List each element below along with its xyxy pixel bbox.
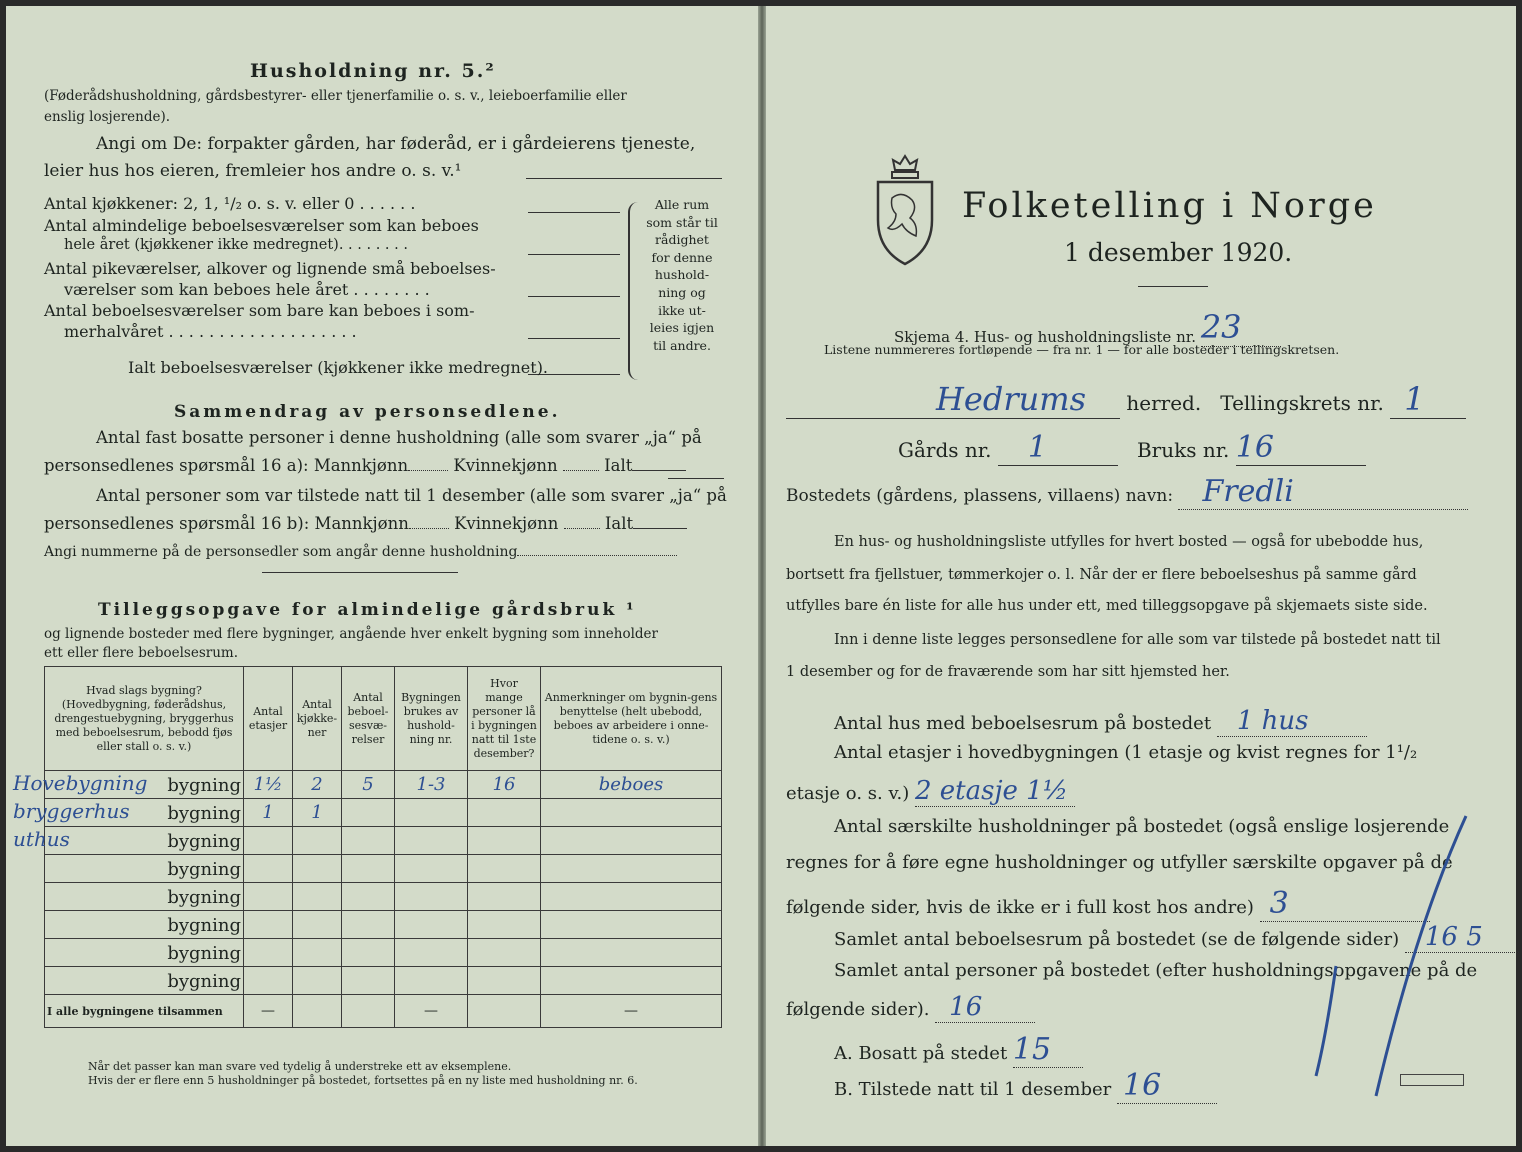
building-row (45, 799, 722, 827)
household-cell (395, 939, 468, 967)
printer-stamp (1400, 1074, 1464, 1086)
rooms-cell (342, 911, 395, 939)
persons-cell (468, 939, 541, 967)
q-persons-value: 16 (935, 992, 1035, 1023)
remarks-cell (541, 799, 722, 827)
floors-cell (244, 827, 293, 855)
kitchens-cell (293, 911, 342, 939)
krets-value: 1 (1390, 380, 1466, 419)
building-type-cell (45, 911, 244, 939)
bosted-value: Fredli (1178, 474, 1468, 510)
rooms-note-line: for denne (651, 249, 713, 265)
tick-marks-icon (1226, 806, 1486, 1106)
rooms-note-line: hushold- (654, 267, 710, 283)
col-floors: Antal etasjer (244, 667, 293, 771)
rooms-note (642, 196, 722, 354)
floors-cell (244, 939, 293, 967)
household-cell (395, 855, 468, 883)
rooms-note-line: rådighet (655, 232, 709, 248)
q-floors-a: Antal etasjer i hovedbygningen (1 etasje og kvist regnes for 1¹/₂ (834, 742, 1418, 763)
ask-line-2: leier hus hos eieren, fremleier hos andre o. s. v.¹ (44, 161, 462, 181)
building-type-cell (45, 939, 244, 967)
herred-value: Hedrums (786, 380, 1120, 419)
summary-line-1a: Antal fast bosatte personer i denne husholdning (alle som svarer „ja“ på (96, 428, 702, 447)
rooms-cell (342, 855, 395, 883)
footnote-2: Hvis der er flere enn 5 husholdninger på bostedet, fortsettes på en ny liste med husholdning nr. 6. (88, 1074, 638, 1087)
left-page (6, 6, 758, 1146)
building-label: bygning (167, 915, 241, 936)
floors-cell: 1 (244, 799, 293, 827)
para-2b: 1 desember og for de fraværende som har sitt hjemsted her. (786, 664, 1230, 680)
persons-cell (468, 967, 541, 995)
buildings-table (13, 666, 722, 1028)
col-kitchens: Antal kjøkke-ner (293, 667, 342, 771)
q-households-a: Antal særskilte husholdninger på bostedet (også enslige losjerende (834, 816, 1450, 837)
total-kitchens (293, 995, 342, 1028)
remarks-cell (541, 883, 722, 911)
summary-line-1b: personsedlenes spørsmål 16 a): Mannkjønn Kvinnekjønn Ialt (44, 456, 686, 475)
persons-cell (468, 799, 541, 827)
total-floors: — (244, 995, 293, 1028)
total-row (45, 995, 722, 1028)
gards-line: Gårds nr. 1 Bruks nr. 16 (898, 430, 1366, 466)
building-label: bygning (167, 887, 241, 908)
col-remarks: Anmerkninger om bygnin-gens benyttelse (helt ubebodd, beboes av arbeidere i onne-tidene o. s. v.) (541, 667, 722, 771)
building-type-handwritten: uthus (13, 827, 70, 851)
q-houses: Antal hus med beboelsesrum på bostedet 1 hus (834, 706, 1367, 737)
para-2a: Inn i denne liste legges personsedlene for alle som var tilstede på bostedet natt til (834, 632, 1441, 648)
census-title: Folketelling i Norge (962, 186, 1377, 226)
q-rooms-value: 16 5 (1405, 922, 1515, 953)
building-row (45, 911, 722, 939)
rooms-note-line: leies igjen (649, 320, 715, 336)
q-present-value: 16 (1117, 1068, 1217, 1104)
household-cell (395, 967, 468, 995)
remarks-cell (541, 855, 722, 883)
building-label: bygning (167, 943, 241, 964)
kitchens-cell (293, 967, 342, 995)
q-present: B. Tilstede natt til 1 desember 16 (834, 1068, 1217, 1104)
q-rooms: Samlet antal beboelsesrum på bostedet (se de følgende sider) 16 5 (834, 922, 1515, 953)
q-resident: A. Bosatt på stedet 15 (834, 1032, 1083, 1068)
angi-line: Angi nummerne på de personsedler som angår denne husholdning (44, 544, 677, 560)
q-houses-value: 1 hus (1217, 706, 1367, 737)
col-household: Bygningen brukes av hushold-ning nr. (395, 667, 468, 771)
household-cell (395, 827, 468, 855)
persons-cell (468, 827, 541, 855)
kitchens-cell (293, 939, 342, 967)
total-rooms-row: Ialt beboelsesværelser (kjøkkener ikke medregnet). (128, 358, 549, 377)
bruks-value: 16 (1236, 430, 1366, 466)
gards-value: 1 (998, 430, 1118, 466)
persons-cell (468, 855, 541, 883)
rooms-note-line: til andre. (653, 337, 711, 353)
supplement-title: Tilleggsopgave for almindelige gårdsbruk ¹ (98, 600, 637, 620)
q-floors-value: 2 etasje 1½ (915, 776, 1075, 807)
remarks-cell (541, 939, 722, 967)
q-households-value: 3 (1260, 886, 1430, 922)
building-type-handwritten: Hovebygning (13, 771, 148, 795)
col-persons: Hvor mange personer lå i bygningen natt til 1ste desember? (468, 667, 541, 771)
household-intro-1: (Føderådshusholdning, gårdsbestyrer- eller tjenerfamilie o. s. v., leieboerfamilie eller (44, 88, 627, 104)
floors-cell (244, 967, 293, 995)
supplement-line-1: og lignende bosteder med flere bygninger, angående hver enkelt bygning som inneholder (44, 626, 658, 642)
total-rooms (342, 995, 395, 1028)
bosted-line: Bostedets (gårdens, plassens, villaens) navn: Fredli (786, 474, 1468, 510)
building-row (45, 939, 722, 967)
building-type-cell (13, 799, 244, 827)
kitchens-cell (293, 827, 342, 855)
q-households-b: regnes for å føre egne husholdninger og utfyller særskilte opgaver på de (786, 852, 1453, 873)
kitchens-cell: 2 (293, 771, 342, 799)
remarks-cell: beboes (541, 771, 722, 799)
supplement-line-2: ett eller flere beboelsesrum. (44, 645, 239, 661)
col-building-type: Hvad slags bygning? (Hovedbygning, føderådshus, drengestuebygning, bryggerhus med beboelsesrum, bebodd fjøs eller stall o. s. v.) (45, 667, 244, 771)
building-label: bygning (167, 831, 241, 852)
rooms-note-line: ning og (658, 284, 706, 300)
para-1c: utfylles bare én liste for alle hus under ett, med tilleggsopgave på skjemaets siste side. (786, 598, 1428, 614)
right-page (766, 6, 1516, 1146)
building-row (45, 883, 722, 911)
floors-cell: 1½ (244, 771, 293, 799)
rooms-row-b: hele året (kjøkkener ikke medregnet). . . . . . . . (64, 237, 408, 253)
q-resident-value: 15 (1013, 1032, 1083, 1068)
household-title: Husholdning nr. 5.² (250, 60, 496, 82)
summer-rooms-row-a: Antal beboelsesværelser som bare kan beboes i som- (44, 301, 475, 320)
total-persons (468, 995, 541, 1028)
building-type-cell (13, 771, 244, 799)
floors-cell (244, 883, 293, 911)
footnote-1: Når det passer kan man svare ved tydelig å understreke ett av eksemplene. (88, 1060, 512, 1073)
maid-rooms-row-b: værelser som kan beboes hele året . . . . . . . . (64, 280, 430, 299)
rooms-row-a: Antal almindelige beboelsesværelser som kan beboes (44, 216, 479, 235)
kitchens-cell (293, 855, 342, 883)
household-cell (395, 799, 468, 827)
household-intro-2: enslig losjerende). (44, 109, 171, 125)
household-cell: 1-3 (395, 771, 468, 799)
total-label: I alle bygningene tilsammen (45, 995, 244, 1028)
para-1b: bortsett fra fjellstuer, tømmerkojer o. l. Når der er flere beboelseshus på samme gård (786, 567, 1417, 583)
summary-line-2a: Antal personer som var tilstede natt til 1 desember (alle som svarer „ja“ på (96, 486, 727, 505)
remarks-cell (541, 967, 722, 995)
summary-title: Sammendrag av personsedlene. (174, 402, 561, 422)
rooms-note-line: som står til (646, 214, 718, 230)
building-row (45, 771, 722, 799)
remarks-cell (541, 827, 722, 855)
kitchens-cell (293, 883, 342, 911)
rooms-cell (342, 939, 395, 967)
numbering-note: Listene nummereres fortløpende — fra nr. 1 — for alle bosteder i tellingskretsen. (824, 342, 1340, 357)
rooms-cell: 5 (342, 771, 395, 799)
remarks-cell (541, 911, 722, 939)
household-cell (395, 883, 468, 911)
total-remarks: — (541, 995, 722, 1028)
summer-rooms-row-b: merhalvåret . . . . . . . . . . . . . . . . . . . (64, 322, 357, 341)
persons-cell (468, 883, 541, 911)
building-row (45, 967, 722, 995)
floors-cell (244, 855, 293, 883)
building-label: bygning (167, 859, 241, 880)
kitchens-cell: 1 (293, 799, 342, 827)
building-row (45, 855, 722, 883)
rooms-cell (342, 883, 395, 911)
building-type-cell (45, 855, 244, 883)
para-1a: En hus- og husholdningsliste utfylles for hvert bosted — også for ubebodde hus, (834, 534, 1424, 550)
floors-cell (244, 911, 293, 939)
building-label: bygning (167, 775, 241, 796)
rooms-note-line: Alle rum (654, 197, 710, 212)
col-rooms: Antal beboel-sesvæ-relser (342, 667, 395, 771)
building-type-handwritten: bryggerhus (13, 799, 130, 823)
rooms-note-line: ikke ut- (658, 302, 706, 318)
total-household: — (395, 995, 468, 1028)
kitchens-row: Antal kjøkkener: 2, 1, ¹/₂ o. s. v. eller 0 . . . . . . (44, 194, 416, 213)
building-label: bygning (167, 803, 241, 824)
ask-line-1: Angi om De: forpakter gården, har føderåd, er i gårdeierens tjeneste, (96, 134, 696, 154)
maid-rooms-row-a: Antal pikeværelser, alkover og lignende små beboelses- (44, 259, 496, 278)
q-persons-b: følgende sider). 16 (786, 992, 1035, 1023)
persons-cell: 16 (468, 771, 541, 799)
summary-line-2b: personsedlenes spørsmål 16 b): Mannkjønn Kvinnekjønn Ialt (44, 514, 687, 533)
herred-line: Hedrums herred. Tellingskrets nr. 1 (786, 380, 1466, 419)
persons-cell (468, 911, 541, 939)
building-type-cell (45, 967, 244, 995)
q-households-c: følgende sider, hvis de ikke er i full kost hos andre) 3 (786, 886, 1430, 922)
rooms-cell (342, 967, 395, 995)
census-date: 1 desember 1920. (1064, 238, 1293, 267)
household-cell (395, 911, 468, 939)
building-type-cell (13, 827, 244, 855)
page-fold (758, 6, 766, 1146)
q-persons-a: Samlet antal personer på bostedet (efter husholdningsopgavene på de (834, 960, 1478, 981)
coat-of-arms-icon (872, 152, 938, 268)
building-row (45, 827, 722, 855)
list-number: 23 (1201, 308, 1281, 347)
rooms-cell (342, 827, 395, 855)
skjema-line: Skjema 4. Hus- og husholdningsliste nr. 23 (894, 312, 1281, 351)
building-type-cell (45, 883, 244, 911)
building-label: bygning (167, 971, 241, 992)
q-floors-b: etasje o. s. v.) 2 etasje 1½ (786, 776, 1075, 807)
rooms-cell (342, 799, 395, 827)
